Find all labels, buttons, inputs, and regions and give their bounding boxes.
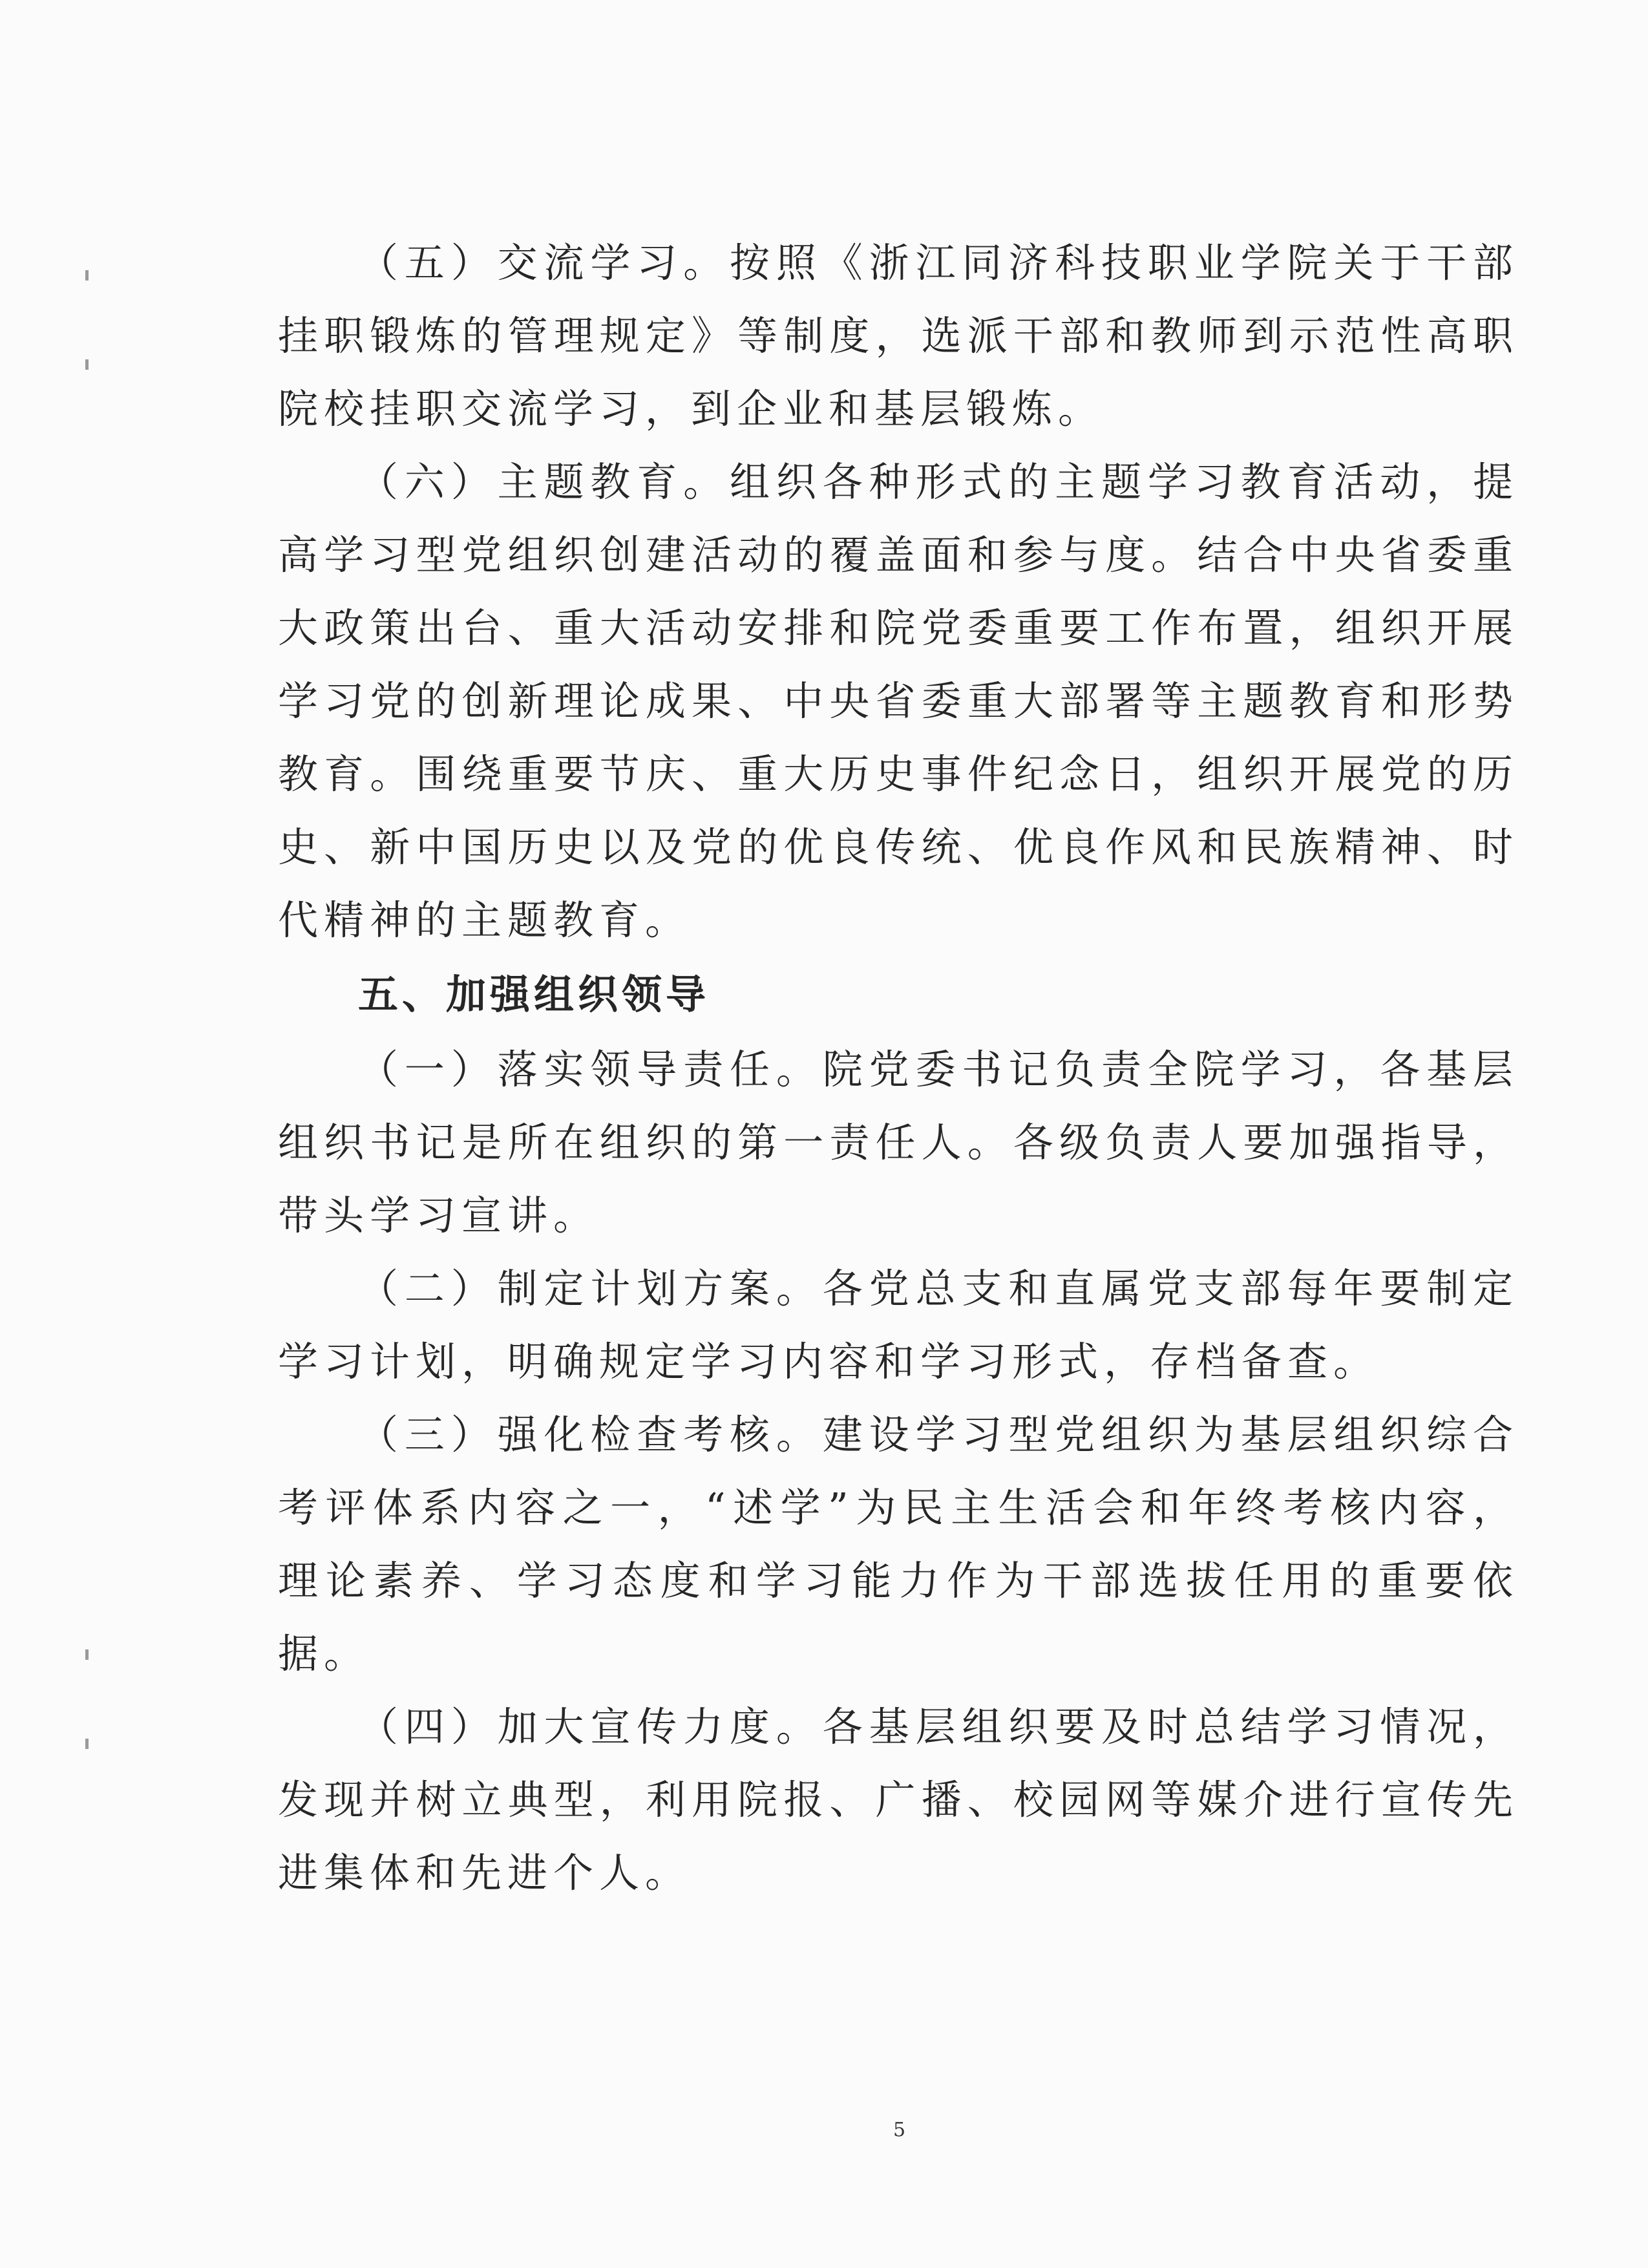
section-heading: 五、加强组织领导	[358, 971, 710, 1018]
paragraph-plan: （二）制定计划方案。各党总支和直属党支部每年要制定学习计划，明确规定学习内容和学习形式，存档备查。	[278, 1265, 1519, 1385]
page-number: 5	[893, 2119, 906, 2141]
paragraph-theme-education: （六）主题教育。组织各种形式的主题学习教育活动，提高学习型党组织创建活动的覆盖面和参与度。结合中央省委重大政策出台、重大活动安排和院党委重要工作布置，组织开展学习党的创新理论成果、中央省委重大部署等主题教育和形势教育。围绕重要节庆、重大历史事件纪念日，组织开展党的历史、新中国历史以及党的优良传统、优良作风和民族精神、时代精神的主题教育。	[278, 458, 1519, 944]
scan-edge-mark	[85, 270, 89, 281]
scan-edge-mark	[85, 359, 89, 370]
scan-edge-mark	[85, 1739, 89, 1749]
document-body	[278, 226, 1519, 1909]
paragraph-exchange-study: （五）交流学习。按照《浙江同济科技职业学院关于干部挂职锻炼的管理规定》等制度，选派干部和教师到示范性高职院校挂职交流学习，到企业和基层锻炼。	[278, 239, 1519, 432]
paragraph-publicity: （四）加大宣传力度。各基层组织要及时总结学习情况，发现并树立典型，利用院报、广播、校园网等媒介进行宣传先进集体和先进个人。	[278, 1703, 1519, 1896]
paragraph-inspection: （三）强化检查考核。建设学习型党组织为基层组织综合考评体系内容之一，“述学”为民主生活会和年终考核内容，理论素养、学习态度和学习能力作为干部选拔任用的重要依据。	[278, 1411, 1519, 1677]
paragraph-leadership-responsibility: （一）落实领导责任。院党委书记负责全院学习，各基层组织书记是所在组织的第一责任人。各级负责人要加强指导，带头学习宣讲。	[278, 1046, 1519, 1239]
scan-edge-mark	[85, 1649, 89, 1660]
